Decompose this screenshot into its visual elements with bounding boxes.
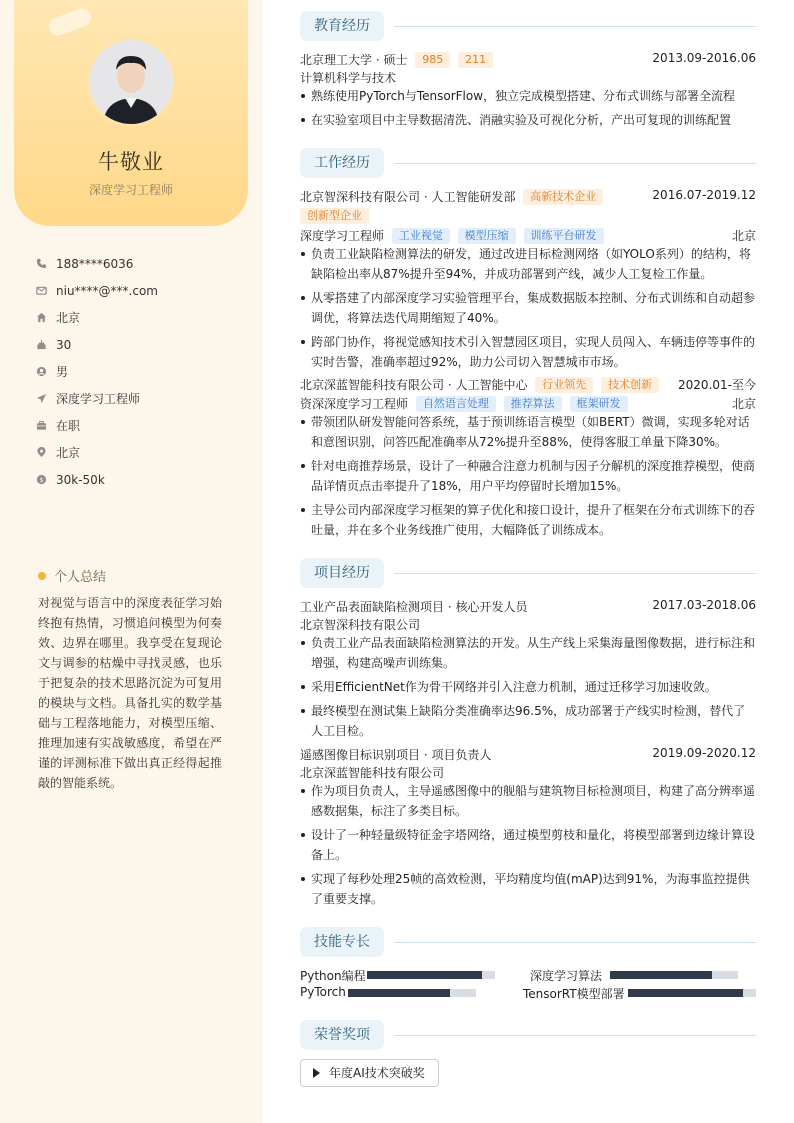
info-home <box>36 304 246 331</box>
bullet-dot-icon <box>38 572 46 580</box>
section-header-projects <box>300 558 756 588</box>
skill-name: TensorRT模型部署 <box>523 987 625 1001</box>
mail-icon <box>36 285 56 296</box>
skill-name: PyTorch <box>300 985 346 999</box>
section-title: 项目经历 <box>300 558 384 588</box>
job-period: 2016.07-2019.12 <box>652 188 756 202</box>
project-period: 2017.03-2018.06 <box>652 598 756 612</box>
section-title: 荣誉奖项 <box>300 1020 384 1050</box>
info-text: 北京 <box>56 311 81 325</box>
briefcase-icon <box>36 420 56 431</box>
avatar-portrait-icon <box>89 40 173 124</box>
skill-tag: 模型压缩 <box>458 228 516 244</box>
job-position-row <box>300 227 756 244</box>
job-company-row <box>300 188 756 205</box>
skill-bar <box>610 971 738 979</box>
info-gender <box>36 358 246 385</box>
job-position: 资深深度学习工程师 <box>300 397 409 411</box>
school-tag: 985 <box>415 52 450 68</box>
school-tag: 211 <box>458 52 493 68</box>
skill-tag: 自然语言处理 <box>416 396 496 412</box>
list-item: 跨部门协作，将视觉感知技术引入智慧园区项目，实现人员闯入、车辆违停等事件的实时告警，准确率超过92%，助力公司切入智慧城市市场。 <box>300 332 756 372</box>
list-item: 负责工业缺陷检测算法的研发，通过改进目标检测网络（如YOLO系列）的结构，将缺陷检出率从87%提升至94%，并成功部署到产线，减少人工复检工作量。 <box>300 244 756 284</box>
info-location <box>36 439 246 466</box>
salary-icon <box>36 474 56 485</box>
list-item: 主导公司内部深度学习框架的算子优化和接口设计，提升了框架在分布式训练下的吞吐量，并在多个业务线推广使用，大幅降低了训练成本。 <box>300 500 756 540</box>
skill-bar-fill <box>610 971 712 979</box>
cake-icon <box>36 339 56 350</box>
section-header-honors <box>300 1020 756 1050</box>
info-text: 北京 <box>56 446 81 460</box>
award-item[interactable] <box>300 1059 439 1087</box>
info-text: 30k-50k <box>56 472 105 487</box>
job-position: 深度学习工程师 <box>300 229 385 243</box>
list-item: 设计了一种轻量级特征金字塔网络，通过模型剪枝和量化，将模型部署到边缘计算设备上。 <box>300 825 756 865</box>
info-target-role <box>36 385 246 412</box>
send-icon <box>36 393 56 404</box>
summary-text: 对视觉与语言中的深度表征学习始终抱有热情，习惯追问模型为何奏效、边界在哪里。我享受在复现论文与调参的枯燥中寻找灵感，也乐于把复杂的技术思路沉淀为可复用的模块与文档。具备扎实的数学基础与工程落地能力，对模型压缩、推理加速有实战敏感度，希望在严谨的评测标准下做出真正经得起推敲的智能系统。 <box>38 596 222 790</box>
section-header-education <box>300 11 756 41</box>
svg-text:$: $ <box>39 475 44 484</box>
skill-name: 深度学习算法 <box>530 969 603 983</box>
list-item: 从零搭建了内部深度学习实验管理平台，集成数据版本控制、分布式训练和自动超参调优，将算法迭代周期缩短了40%。 <box>300 288 756 328</box>
skill-tag: 训练平台研发 <box>524 228 604 244</box>
job-company: 北京智深科技有限公司 · 人工智能研发部 <box>300 190 516 204</box>
section-divider <box>394 26 756 27</box>
education-major: 计算机科学与技术 <box>300 71 397 85</box>
project-name: 遥感图像目标识别项目 · 项目负责人 <box>300 748 492 762</box>
info-text: 在职 <box>56 419 81 433</box>
profile-name: 牛敬业 <box>98 150 164 174</box>
info-phone <box>36 250 246 277</box>
info-text: 188****6036 <box>56 256 134 271</box>
phone-icon <box>36 258 56 269</box>
project-name-row <box>300 598 756 615</box>
skill-bar-fill <box>367 971 482 979</box>
section-header-skills <box>300 927 756 957</box>
list-item: 在实验室项目中主导数据清洗、消融实验及可视化分析，产出可复现的训练配置 <box>300 110 756 130</box>
project-org: 北京深蓝智能科技有限公司 <box>300 766 445 780</box>
info-text: 深度学习工程师 <box>56 392 141 406</box>
list-item: 最终模型在测试集上缺陷分类准确率达96.5%，成功部署于产线实时检测，替代了人工目检。 <box>300 701 756 741</box>
section-title: 教育经历 <box>300 11 384 41</box>
job-bullets <box>300 244 756 376</box>
list-item: 作为项目负责人，主导遥感图像中的舰船与建筑物目标检测项目，构建了高分辨率遥感数据集，标注了多类目标。 <box>300 781 756 821</box>
project-org: 北京智深科技有限公司 <box>300 618 421 632</box>
skill-bar <box>367 971 495 979</box>
list-item: 带领团队研发智能问答系统，基于预训练语言模型（如BERT）微调，实现多轮对话和意图识别，问答匹配准确率从72%提升至88%，使得客服工单量下降30%。 <box>300 412 756 452</box>
skill-tag: 框架研发 <box>570 396 628 412</box>
job-city: 北京 <box>731 397 756 411</box>
sidebar <box>0 0 262 1123</box>
job-period: 2020.01-至今 <box>678 378 756 392</box>
gender-icon <box>36 366 56 377</box>
project-bullets <box>300 633 756 745</box>
job-position-row <box>300 395 756 412</box>
play-triangle-icon <box>313 1068 320 1078</box>
info-salary <box>36 466 246 493</box>
job-company-row <box>300 376 756 393</box>
job-company-tags-row <box>300 208 756 224</box>
skill-bar <box>628 989 756 997</box>
contact-info-list <box>36 250 246 493</box>
project-period: 2019.09-2020.12 <box>652 746 756 760</box>
list-item: 采用EfficientNet作为骨干网络并引入注意力机制，通过迁移学习加速收敛。 <box>300 677 756 697</box>
section-divider <box>394 942 756 943</box>
skill-name: Python编程 <box>300 969 366 983</box>
info-status <box>36 412 246 439</box>
info-age <box>36 331 246 358</box>
section-divider <box>394 163 756 164</box>
info-text: 30 <box>56 337 72 352</box>
job-city: 北京 <box>731 229 756 243</box>
profile-role: 深度学习工程师 <box>88 183 173 197</box>
info-text: 男 <box>56 365 69 379</box>
company-tag: 创新型企业 <box>300 208 369 224</box>
education-row <box>300 51 756 68</box>
section-title: 技能专长 <box>300 927 384 957</box>
decoration-pill <box>46 6 94 38</box>
list-item: 实现了每秒处理25帧的高效检测，平均精度均值(mAP)达到91%，为海事监控提供了重要支撑。 <box>300 869 756 909</box>
location-pin-icon <box>36 447 56 458</box>
info-email <box>36 277 246 304</box>
skill-tag: 推荐算法 <box>504 396 562 412</box>
section-divider <box>394 1035 756 1036</box>
skill-bar-fill <box>628 989 743 997</box>
avatar <box>86 37 176 127</box>
education-school: 北京理工大学 · 硕士 <box>300 53 408 67</box>
project-name: 工业产品表面缺陷检测项目 · 核心开发人员 <box>300 600 528 614</box>
company-tag: 行业领先 <box>535 377 593 393</box>
project-bullets <box>300 781 756 913</box>
company-tag: 高新技术企业 <box>523 189 603 205</box>
summary-title-text: 个人总结 <box>54 570 107 585</box>
section-title: 工作经历 <box>300 148 384 178</box>
section-header-work <box>300 148 756 178</box>
award-name: 年度AI技术突破奖 <box>329 1066 425 1080</box>
home-icon <box>36 312 56 323</box>
education-bullets <box>300 86 756 134</box>
list-item: 负责工业产品表面缺陷检测算法的开发。从生产线上采集海量图像数据，进行标注和增强，构建高噪声训练集。 <box>300 633 756 673</box>
list-item: 针对电商推荐场景，设计了一种融合注意力机制与因子分解机的深度推荐模型，使商品详情页点击率提升了18%，用户平均停留时长增加15%。 <box>300 456 756 496</box>
education-period: 2013.09-2016.06 <box>652 51 756 65</box>
job-bullets <box>300 412 756 544</box>
skill-bar-fill <box>348 989 450 997</box>
skill-bar <box>348 989 476 997</box>
skill-tag: 工业视觉 <box>392 228 450 244</box>
summary-title <box>38 566 106 585</box>
list-item: 熟练使用PyTorch与TensorFlow，独立完成模型搭建、分布式训练与部署全流程 <box>300 86 756 106</box>
job-company: 北京深蓝智能科技有限公司 · 人工智能中心 <box>300 378 528 392</box>
info-text: niu****@***.com <box>56 283 158 298</box>
section-divider <box>394 573 756 574</box>
project-name-row <box>300 746 756 763</box>
company-tag: 技术创新 <box>601 377 659 393</box>
